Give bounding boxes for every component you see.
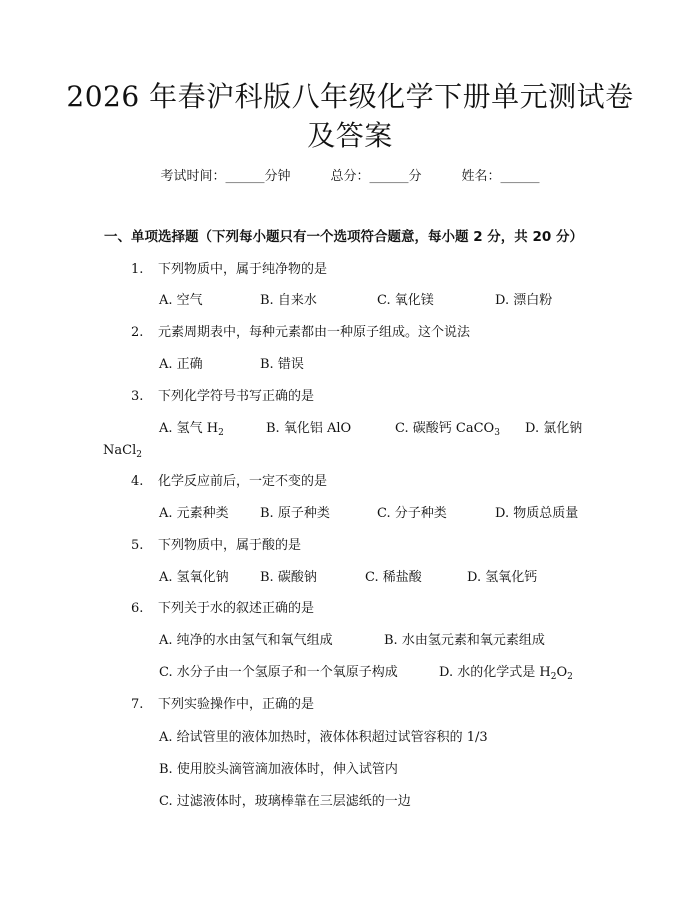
question-stem [131, 471, 327, 493]
question-text: 元素周期表中，每种元素都由一种原子组成。这个说法 [158, 325, 471, 340]
question-number: 6. [131, 601, 144, 616]
question-text: 化学反应前后，一定不变的是 [158, 474, 328, 489]
question-text: 下列物质中，属于纯净物的是 [158, 262, 328, 277]
page-title-line-1: 2026 年春沪科版八年级化学下册单元测试卷 [66, 80, 634, 113]
option-b: B. 水由氢元素和氧元素组成 [384, 633, 545, 648]
option-b: B. 使用胶头滴管滴加液体时，伸入试管内 [159, 762, 398, 777]
section-heading: 一、单项选择题（下列每小题只有一个选项符合题意，每小题 2 分，共 20 分） [104, 229, 583, 245]
option-d: D. 物质总质量 [495, 506, 579, 521]
question-text: 下列物质中，属于酸的是 [158, 538, 302, 553]
question-number: 1. [131, 262, 144, 277]
option-c: C. 水分子由一个氢原子和一个氧原子构成 [159, 665, 398, 680]
option-c: C. 分子种类 [377, 506, 447, 521]
option-b: B. 碳酸钠 [260, 570, 317, 585]
option-d-continued: NaCl$_2$ [103, 443, 142, 460]
option-b: B. 错误 [260, 357, 304, 372]
question-number: 2. [131, 325, 144, 340]
option-c: C. 碳酸钙 CaCO$_3$ [395, 421, 500, 438]
question-stem [131, 259, 327, 281]
option-a: A. 元素种类 [159, 506, 229, 521]
question-stem [131, 598, 314, 620]
exam-info-line [0, 167, 700, 187]
option-d: D. 氢氧化钙 [467, 570, 538, 585]
question-number: 3. [131, 389, 144, 404]
option-c: C. 稀盐酸 [365, 570, 422, 585]
question-text: 下列关于水的叙述正确的是 [158, 601, 315, 616]
option-d: D. 漂白粉 [495, 293, 553, 308]
page-title-line-2: 及答案 [307, 119, 393, 152]
option-a: A. 正确 [159, 357, 203, 372]
option-b: B. 氧化铝 AlO [266, 421, 352, 436]
question-text: 下列实验操作中，正确的是 [158, 697, 315, 712]
student-name-field: 姓名：______ [461, 169, 540, 184]
option-a: A. 氢气 $H_2$ [159, 421, 224, 438]
question-stem [131, 694, 314, 716]
option-d: D. 水的化学式是 $H_2O_2$ [439, 665, 573, 682]
option-c: C. 氧化镁 [377, 293, 434, 308]
exam-time-field: 考试时间：______分钟 [160, 169, 291, 184]
question-text: 下列化学符号书写正确的是 [158, 389, 315, 404]
question-stem [131, 535, 301, 557]
option-a: A. 氢氧化钠 [159, 570, 229, 585]
option-d: D. 氯化钠 [525, 421, 583, 436]
question-number: 7. [131, 697, 144, 712]
question-stem [131, 386, 314, 408]
option-b: B. 原子种类 [260, 506, 330, 521]
option-a: A. 空气 [159, 293, 203, 308]
question-number: 5. [131, 538, 144, 553]
option-b: B. 自来水 [260, 293, 317, 308]
option-c: C. 过滤液体时，玻璃棒靠在三层滤纸的一边 [159, 794, 411, 809]
question-number: 4. [131, 474, 144, 489]
question-stem [131, 322, 470, 344]
option-a: A. 纯净的水由氢气和氧气组成 [159, 633, 333, 648]
total-score-field: 总分：______分 [330, 169, 422, 184]
option-a: A. 给试管里的液体加热时，液体体积超过试管容积的 1/3 [159, 730, 488, 745]
